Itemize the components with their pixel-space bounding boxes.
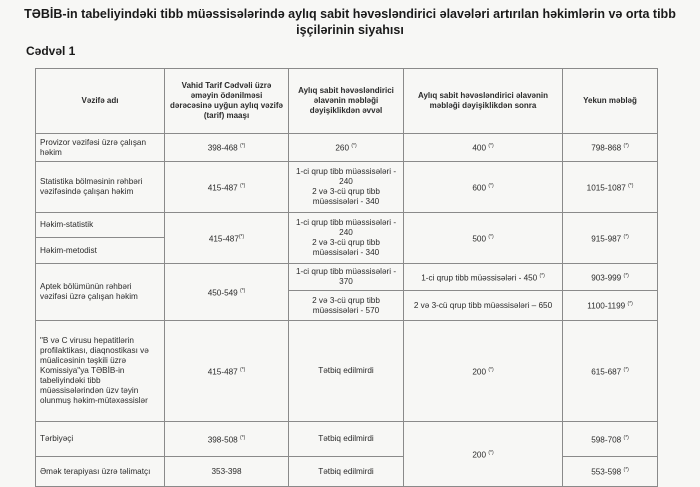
- total-cell: 1100-1199 (*): [563, 291, 658, 321]
- header-position: Vəzifə adı: [36, 69, 165, 134]
- salary-cell: 415-487 (*): [165, 162, 289, 213]
- after-cell: 1-ci qrup tibb müəssisələri - 450 (*): [404, 264, 563, 291]
- total-cell: 915-987 (*): [563, 213, 658, 264]
- total-cell: 798-868 (*): [563, 134, 658, 162]
- position-cell: Həkim-statistik: [36, 213, 165, 238]
- position-cell: Əmək terapiyası üzrə təlimatçı: [36, 457, 165, 487]
- table-row: [36, 264, 658, 291]
- position-cell: Statistika bölməsinin rəhbəri vəzifəsində çalışan həkim: [36, 162, 165, 213]
- header-total: Yekun məbləğ: [563, 69, 658, 134]
- header-row: [36, 69, 658, 134]
- salary-cell: 398-508 (*): [165, 422, 289, 457]
- before-cell: Tətbiq edilmirdi: [289, 321, 404, 422]
- position-cell: Tərbiyəçi: [36, 422, 165, 457]
- position-cell: "B və C virusu hepatitlərin profilaktikası, diaqnostikası və müalicəsinin təşkili üzrə Komissiya"ya TƏBİB-in tabeliyindəki tibb müəssisələrindən üzv təyin olunmuş həkim-mütəxəssislər: [36, 321, 165, 422]
- total-cell: 1015-1087 (*): [563, 162, 658, 213]
- header-tariff-salary: Vahid Tarif Cədvəli üzrə əməyin ödənilməsi dərəcəsinə uyğun aylıq vəzifə (tarif) maaşı: [165, 69, 289, 134]
- total-cell: 598-708 (*): [563, 422, 658, 457]
- table-row: [36, 162, 658, 213]
- total-cell: 615-687 (*): [563, 321, 658, 422]
- after-cell: 600 (*): [404, 162, 563, 213]
- salary-cell: 353-398: [165, 457, 289, 487]
- table-row: [36, 134, 658, 162]
- before-cell: 1-ci qrup tibb müəssisələri - 370: [289, 264, 404, 291]
- table-row: [36, 321, 658, 422]
- before-cell: Tətbiq edilmirdi: [289, 457, 404, 487]
- salary-cell: 398-468 (*): [165, 134, 289, 162]
- after-cell: 400 (*): [404, 134, 563, 162]
- after-cell: 500 (*): [404, 213, 563, 264]
- after-cell: 200 (*): [404, 422, 563, 487]
- before-cell: 1-ci qrup tibb müəssisələri - 240 2 və 3-cü qrup tibb müəssisələri - 340: [289, 162, 404, 213]
- total-cell: 553-598 (*): [563, 457, 658, 487]
- before-cell: 260 (*): [289, 134, 404, 162]
- table-row: [36, 457, 658, 487]
- before-cell: Tətbiq edilmirdi: [289, 422, 404, 457]
- position-cell: Provizor vəzifəsi üzrə çalışan həkim: [36, 134, 165, 162]
- total-cell: 903-999 (*): [563, 264, 658, 291]
- salary-cell: 415-487(*): [165, 213, 289, 264]
- document-title: TƏBİB-in tabeliyindəki tibb müəssisələrində aylıq sabit həvəsləndirici əlavələri artırılan həkimlərin və orta tibb işçilərinin siyahısı: [24, 7, 676, 37]
- before-cell: 2 və 3-cü qrup tibb müəssisələri - 570: [289, 291, 404, 321]
- header-amount-before: Aylıq sabit həvəsləndirici əlavənin məbləği dəyişiklikdən əvvəl: [289, 69, 404, 134]
- position-cell: Aptek bölümünün rəhbəri vəzifəsi üzrə çalışan həkim: [36, 264, 165, 321]
- salary-cell: 450-549 (*): [165, 264, 289, 321]
- header-amount-after: Aylıq sabit həvəsləndirici əlavənin məbləği dəyişiklikdən sonra: [404, 69, 563, 134]
- salary-cell: 415-487 (*): [165, 321, 289, 422]
- after-cell: 200 (*): [404, 321, 563, 422]
- table-row: [36, 422, 658, 457]
- salary-table: [35, 68, 658, 487]
- before-cell: 1-ci qrup tibb müəssisələri - 240 2 və 3-cü qrup tibb müəssisələri - 340: [289, 213, 404, 264]
- after-cell: 2 və 3-cü qrup tibb müəssisələri – 650: [404, 291, 563, 321]
- table-caption: Cədvəl 1: [26, 44, 76, 58]
- position-cell: Həkim-metodist: [36, 238, 165, 264]
- table-row: [36, 213, 658, 238]
